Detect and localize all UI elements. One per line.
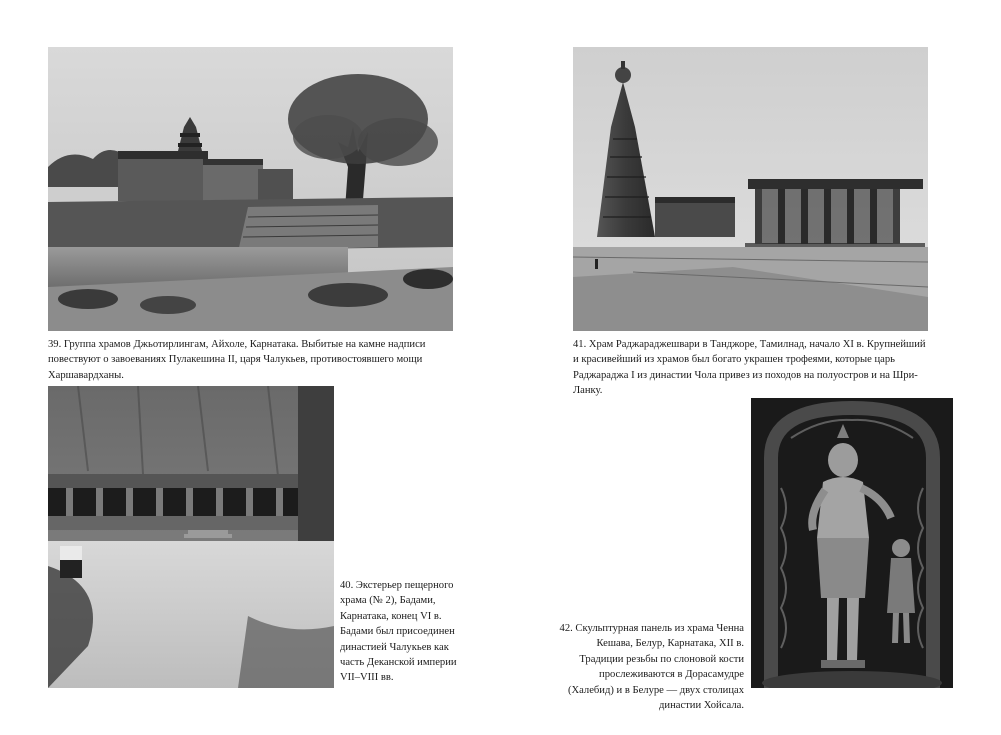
caption-42: 42. Скульптурная панель из храма Ченна Кешава, Белур, Карнатака, XII в. Традиции резьбы по слоновой кости прослеживаются в Дорасамудре (Халебид) и в Белуре — двух столицах династии Хойсала. [559,623,744,712]
photo-41-rajarajeshwari-temple [573,47,928,331]
photo-42-belur-sculpture-panel [751,398,953,688]
caption-39: 39. Группа храмов Джьотирлингам, Айхоле, Карнатака. Выбитые на камне надписи повествуют о завоеваниях Пулакешина II, царя Чалукьев, противостоявшего мощи Харшавардханы. [48,339,426,381]
caption-40: 40. Экстерьер пещерного храма (№ 2), Бадами, Карнатака, конец VI в. Бадами был присоединен династией Чалукьев как часть Деканской империи VII–VIII вв. [340,580,457,684]
caption-41: 41. Храм Раджараджешвари в Танджоре, Тамилнад, начало XI в. Крупнейший и красивейший из храмов был богато украшен трофеями, которые царь Раджараджа I из династии Чола привез из походов на полуостров и на Шри-Ланку. [573,339,926,397]
photo-39-jyotirlinga-temples [48,47,453,331]
photo-40-badami-cave-temple [48,386,334,688]
